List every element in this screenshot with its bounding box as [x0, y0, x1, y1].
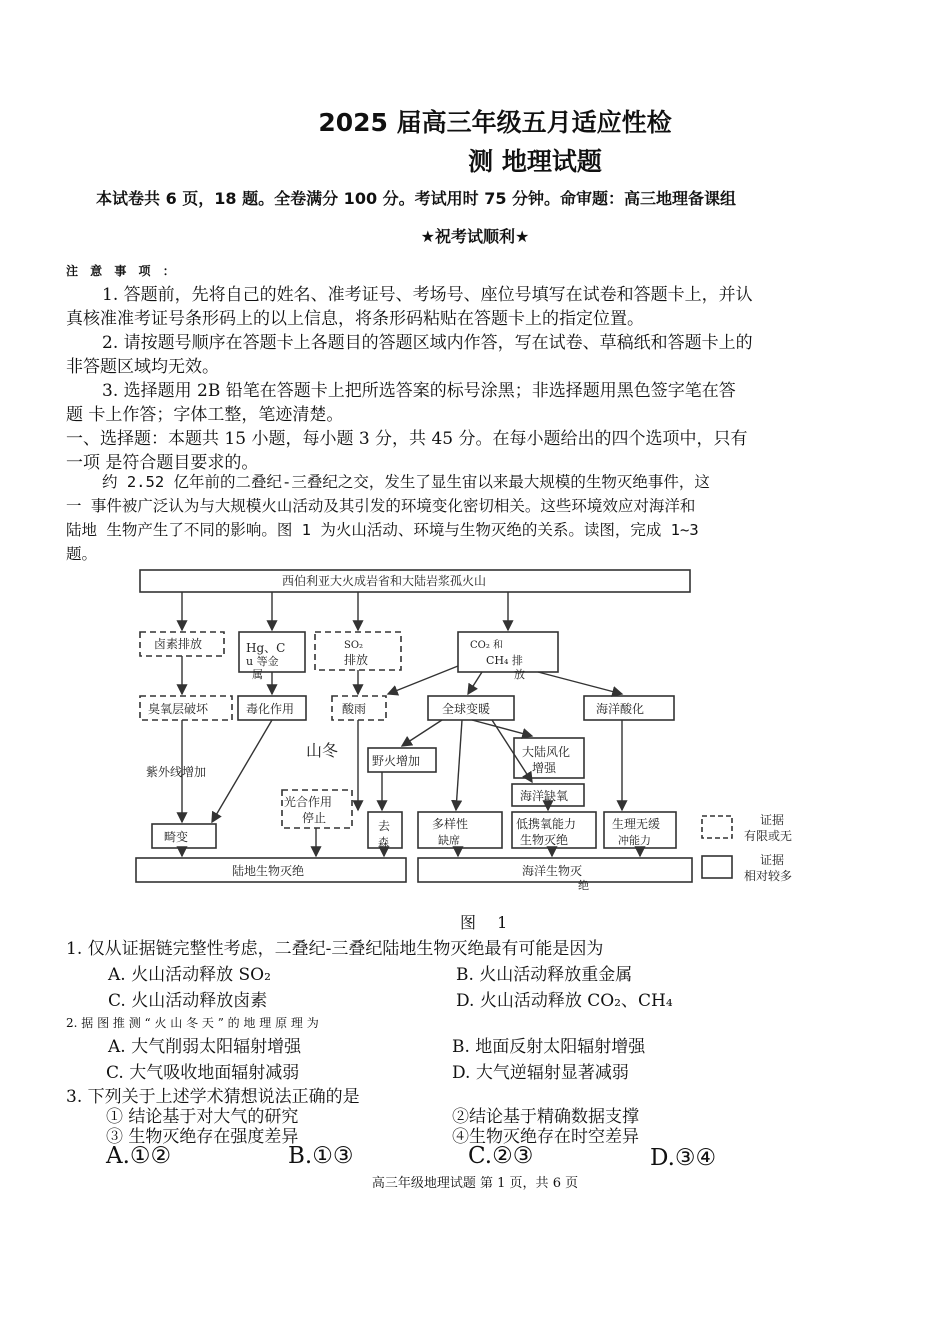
q2-stem: 2. 据 图 推 测 “ 火 山 冬 天 ” 的 地 理 原 理 为 — [66, 1016, 319, 1030]
fig-remove-b: 森 — [378, 836, 389, 849]
passage-line-1: 约 2.52 亿年前的二叠纪-三叠纪之交，发生了显生宙以来最大规模的生物灭绝事件，这 — [102, 473, 710, 491]
fig-ocean-acid: 海洋酸化 — [596, 702, 645, 716]
fig-photo-a: 光合作用 — [284, 795, 333, 809]
section-line-2: 一项 是符合题目要求的。 — [66, 453, 259, 473]
notice-block — [66, 283, 886, 475]
fig-co2-a: CO₂ 和 — [470, 640, 504, 651]
notice-item-3b: 题 卡上作答；字体工整，笔迹清楚。 — [66, 405, 344, 425]
notice-item-1a: 1. 答题前，先将自己的姓名、准考证号、考场号、座位号填写在试卷和答题卡上，并认 — [102, 285, 753, 305]
q3-statement-1: ① 结论基于对大气的研究 — [106, 1107, 299, 1127]
q2-option-c: C. 大气吸收地面辐射减弱 — [106, 1063, 300, 1083]
fig-diversity-b: 缺席 — [438, 834, 460, 847]
fig-co2-c: 放 — [514, 668, 525, 681]
fig-legend-dashed-a: 证据 — [760, 813, 785, 827]
exam-title-line2: 测 地理试题 — [468, 147, 602, 176]
fig-hg-b: u 等金 — [246, 655, 279, 668]
fig-photo-b: 停止 — [302, 811, 327, 825]
q3-option-d: D.③④ — [650, 1145, 717, 1171]
q2-option-b: B. 地面反射太阳辐射增强 — [452, 1037, 646, 1057]
notice-item-3a: 3. 选择题用 2B 铅笔在答题卡上把所选答案的标号涂黑；非选择题用黑色签字笔在答 — [102, 381, 736, 401]
q3-option-c: C.②③ — [468, 1143, 534, 1169]
fig-legend-dashed-b: 有限或无 — [744, 829, 793, 843]
q3-stem: 3. 下列关于上述学术猜想说法正确的是 — [66, 1087, 360, 1107]
q1-option-c: C. 火山活动释放卤素 — [108, 991, 268, 1011]
notice-item-1b: 真核准准考证号条形码上的以上信息，将条形码粘贴在答题卡上的指定位置。 — [66, 309, 644, 329]
fig-toxic: 毒化作用 — [246, 702, 295, 716]
fig-sea-ext-a: 海洋生物灭 — [522, 864, 583, 878]
fig-legend-solid-a: 证据 — [760, 853, 785, 867]
q3-statement-2: ②结论基于精确数据支撑 — [452, 1107, 639, 1127]
figure-1-flowchart — [132, 566, 822, 896]
fig-volcanic-winter: 山冬 — [306, 741, 339, 760]
fig-weathering-a: 大陆风化 — [522, 745, 571, 759]
fig-uv: 紫外线增加 — [146, 765, 207, 779]
fig-weathering-b: 增强 — [532, 761, 557, 775]
fig-phys-a: 生理无缓 — [612, 817, 661, 831]
fig-wildfire: 野火增加 — [372, 754, 421, 768]
fig-ozone: 臭氧层破坏 — [148, 702, 209, 716]
q1-option-a: A. 火山活动释放 SO₂ — [108, 965, 271, 985]
good-luck-line: ★祝考试顺利★ — [420, 227, 530, 246]
q1-stem: 1. 仅从证据链完整性考虑，二叠纪-三叠纪陆地生物灭绝最有可能是因为 — [66, 939, 604, 959]
fig-so2-a: SO₂ — [344, 640, 364, 651]
passage-line-2: 一 事件被广泛认为与大规模火山活动及其引发的环境变化密切相关。这些环境效应对海洋和 — [66, 497, 696, 515]
fig-acid: 酸雨 — [342, 702, 367, 716]
exam-info: 本试卷共 6 页，18 题。全卷满分 100 分。考试用时 75 分钟。命审题：高三地理备课组 — [96, 189, 737, 208]
fig-phys-b: 冲能力 — [618, 834, 651, 847]
page-footer: 高三年级地理试题 第 1 页，共 6 页 — [371, 1176, 579, 1191]
fig-lowoxy-a: 低携氧能力 — [516, 817, 577, 831]
q3-statement-4: ④生物灭绝存在时空差异 — [452, 1127, 639, 1147]
legend-solid-box — [702, 856, 732, 878]
fig-so2-b: 排放 — [344, 653, 369, 667]
figure-caption: 图 1 — [460, 913, 516, 932]
fig-legend-solid-b: 相对较多 — [744, 869, 793, 883]
fig-land-ext: 陆地生物灭绝 — [232, 864, 305, 878]
fig-hg-c: 属 — [252, 668, 263, 681]
fig-sea-ext-b: 绝 — [578, 879, 589, 892]
notice-item-2a: 2. 请按题号顺序在答题卡上各题目的答题区域内作答，写在试卷、草稿纸和答题卡上的 — [102, 333, 753, 353]
fig-diversity-a: 多样性 — [432, 817, 469, 831]
fig-top-label: 西伯利亚大火成岩省和大陆岩浆孤火山 — [282, 574, 487, 588]
notice-item-2b: 非答题区域均无效。 — [66, 357, 219, 377]
notice-heading: 注 意 事 项 ： — [66, 264, 179, 278]
q1-option-d: D. 火山活动释放 CO₂、CH₄ — [456, 991, 673, 1011]
passage-line-3: 陆地 生物产生了不同的影响。图 1 为火山活动、环境与生物灭绝的关系。读图，完成 1~3 — [66, 521, 699, 539]
legend-dashed-box — [702, 816, 732, 838]
passage — [66, 470, 896, 566]
q3-option-b: B.①③ — [288, 1143, 354, 1169]
fig-co2-b: CH₄ 排 — [486, 654, 523, 667]
q3-statement-3: ③ 生物灭绝存在强度差异 — [106, 1127, 299, 1147]
q3-option-a: A.①② — [106, 1143, 172, 1169]
fig-lowoxy-b: 生物灭绝 — [520, 833, 569, 847]
q1-option-b: B. 火山活动释放重金属 — [456, 965, 633, 985]
exam-title-line1: 2025 届高三年级五月适应性检 — [318, 108, 672, 137]
fig-hg-a: Hg、C — [246, 641, 286, 655]
fig-global: 全球变暖 — [442, 702, 491, 716]
passage-line-4: 题。 — [66, 545, 98, 563]
fig-remove-a: 去 — [378, 819, 391, 833]
fig-halogen: 卤素排放 — [154, 637, 203, 651]
section-line-1: 一、选择题：本题共 15 小题，每小题 3 分，共 45 分。在每小题给出的四个选项中，只有 — [66, 429, 748, 449]
fig-anoxia: 海洋缺氧 — [520, 789, 569, 803]
q2-option-d: D. 大气逆辐射显著减弱 — [452, 1063, 629, 1083]
fig-mutation: 畸变 — [164, 830, 189, 844]
q2-option-a: A. 大气削弱太阳辐射增强 — [108, 1037, 302, 1057]
